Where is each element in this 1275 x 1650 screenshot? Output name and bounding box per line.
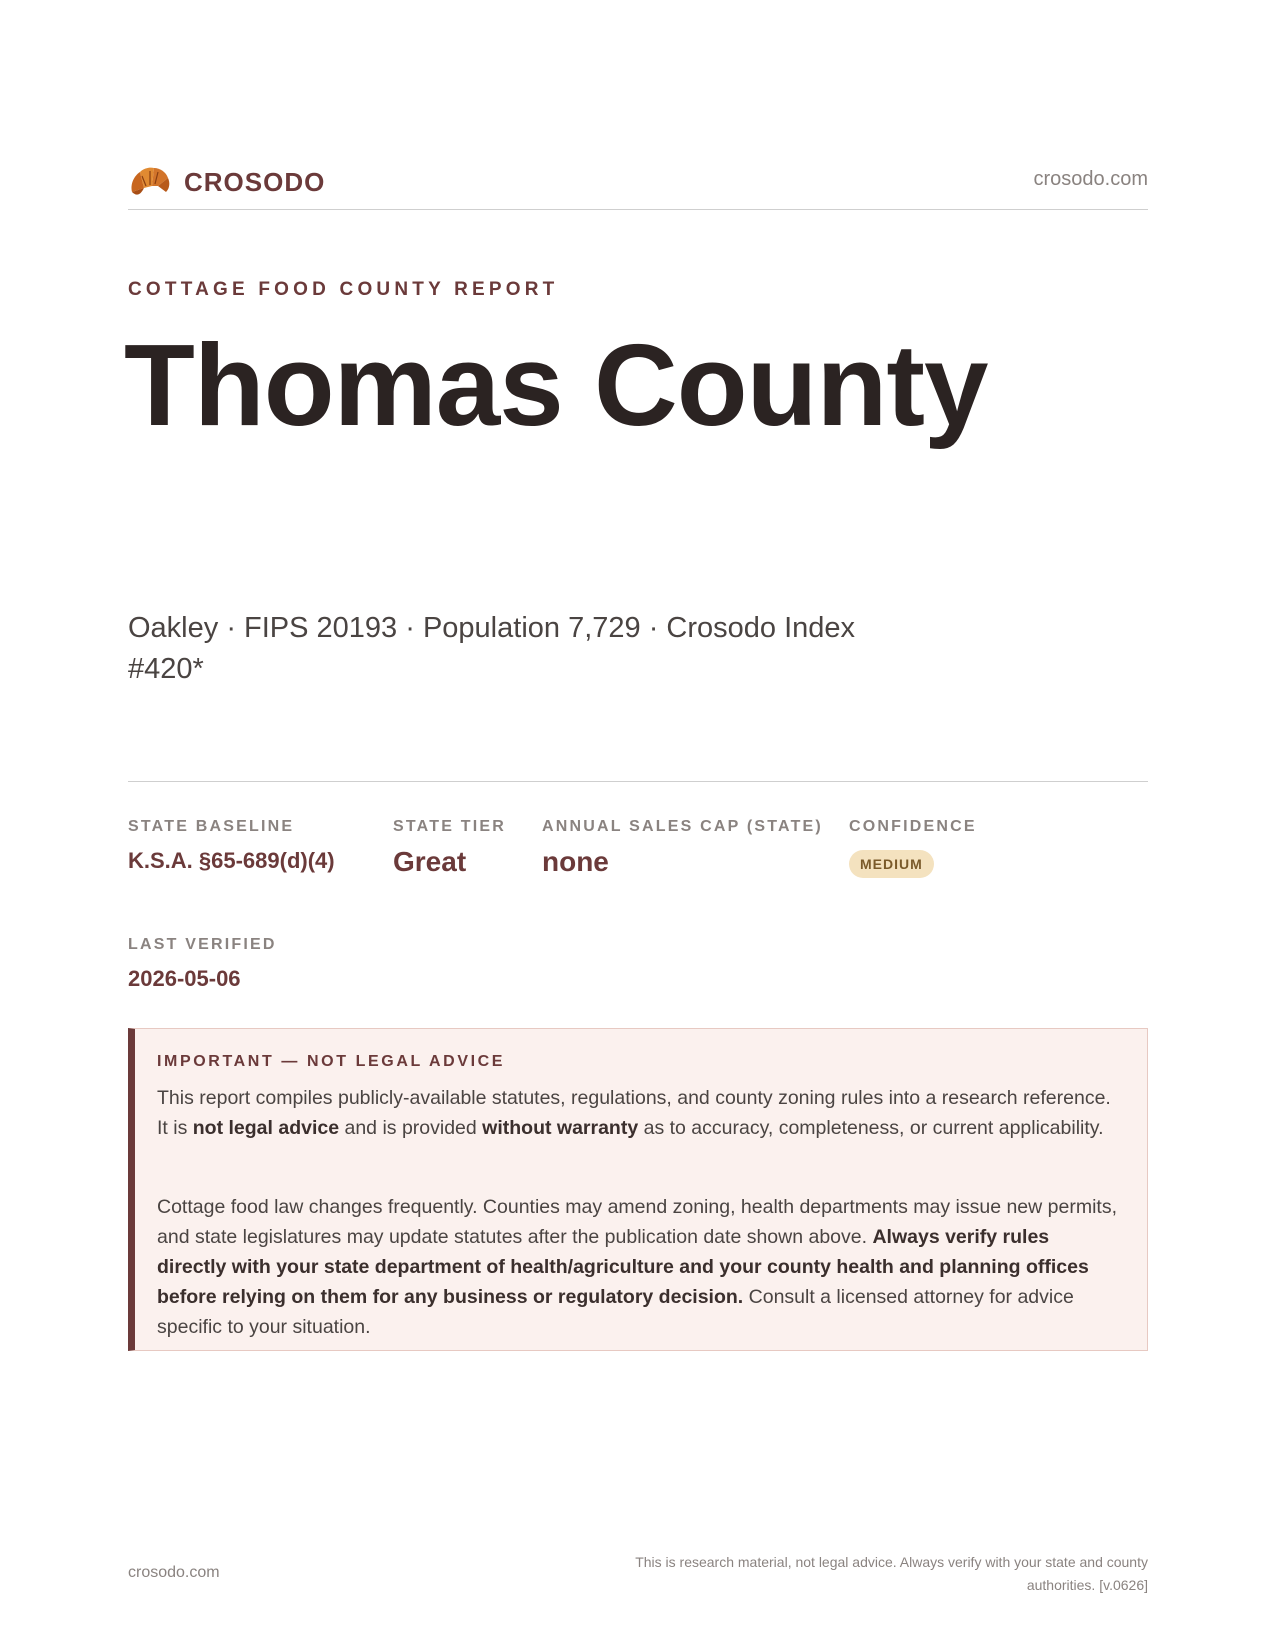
page-header [128,158,1148,210]
stat-state-tier [393,818,506,878]
notice-text: Consult a licensed attorney for advice specific to your situation. [157,1286,1074,1338]
notice-emphasis: Always verify rules directly with your state department of health/agriculture and your county health and planning offices before relying on them for any business or regulatory decision. [157,1226,1089,1308]
footer-disclaimer: This is research material, not legal advice. Always verify with your state and county authorities. [v.0626] [635,1554,1148,1593]
stat-label: ANNUAL SALES CAP (STATE) [542,818,823,835]
notice-emphasis: without warranty [482,1117,639,1139]
stat-value: 2026-05-06 [128,966,241,991]
confidence-badge: MEDIUM [849,850,934,878]
croissant-icon [128,162,172,202]
notice-text: This report compiles publicly-available statutes, regulations, and county zoning rules into a research reference. It is [157,1087,1111,1139]
brand-name: CROSODO [184,166,326,197]
notice-paragraph-2 [157,1192,1117,1342]
stat-confidence [849,818,977,878]
notice-emphasis: not legal advice [192,1117,340,1139]
notice-text: and is provided [339,1117,483,1139]
stat-state-baseline [128,818,335,874]
stat-value: K.S.A. §65-689(d)(4) [128,848,335,873]
site-link[interactable]: crosodo.com [1033,168,1148,190]
divider [128,781,1148,782]
stat-last-verified [128,936,277,992]
notice-text: Cottage food law changes frequently. Counties may amend zoning, health departments may issue new permits, and state legislatures may update statutes after the publication date shown above. [157,1196,1117,1248]
page-title: Thomas County [124,320,988,450]
notice-paragraph-1 [157,1083,1117,1143]
brand [128,162,325,202]
legal-notice [128,1028,1148,1351]
footer-site-link[interactable]: crosodo.com [128,1564,220,1581]
report-page [124,0,1148,1650]
stat-value: Great [393,846,467,877]
notice-heading: IMPORTANT — NOT LEGAL ADVICE [157,1053,506,1070]
stat-label: STATE BASELINE [128,818,295,835]
stat-label: STATE TIER [393,818,506,835]
stat-label: CONFIDENCE [849,818,977,835]
stat-value: none [542,846,609,877]
notice-text: as to accuracy, completeness, or current applicability. [638,1117,1104,1139]
stat-label: LAST VERIFIED [128,936,277,953]
stat-sales-cap [542,818,823,878]
report-eyebrow: COTTAGE FOOD COUNTY REPORT [128,279,559,300]
report-subtitle: Oakley · FIPS 20193 · Population 7,729 · Crosodo Index #420* [128,612,856,685]
